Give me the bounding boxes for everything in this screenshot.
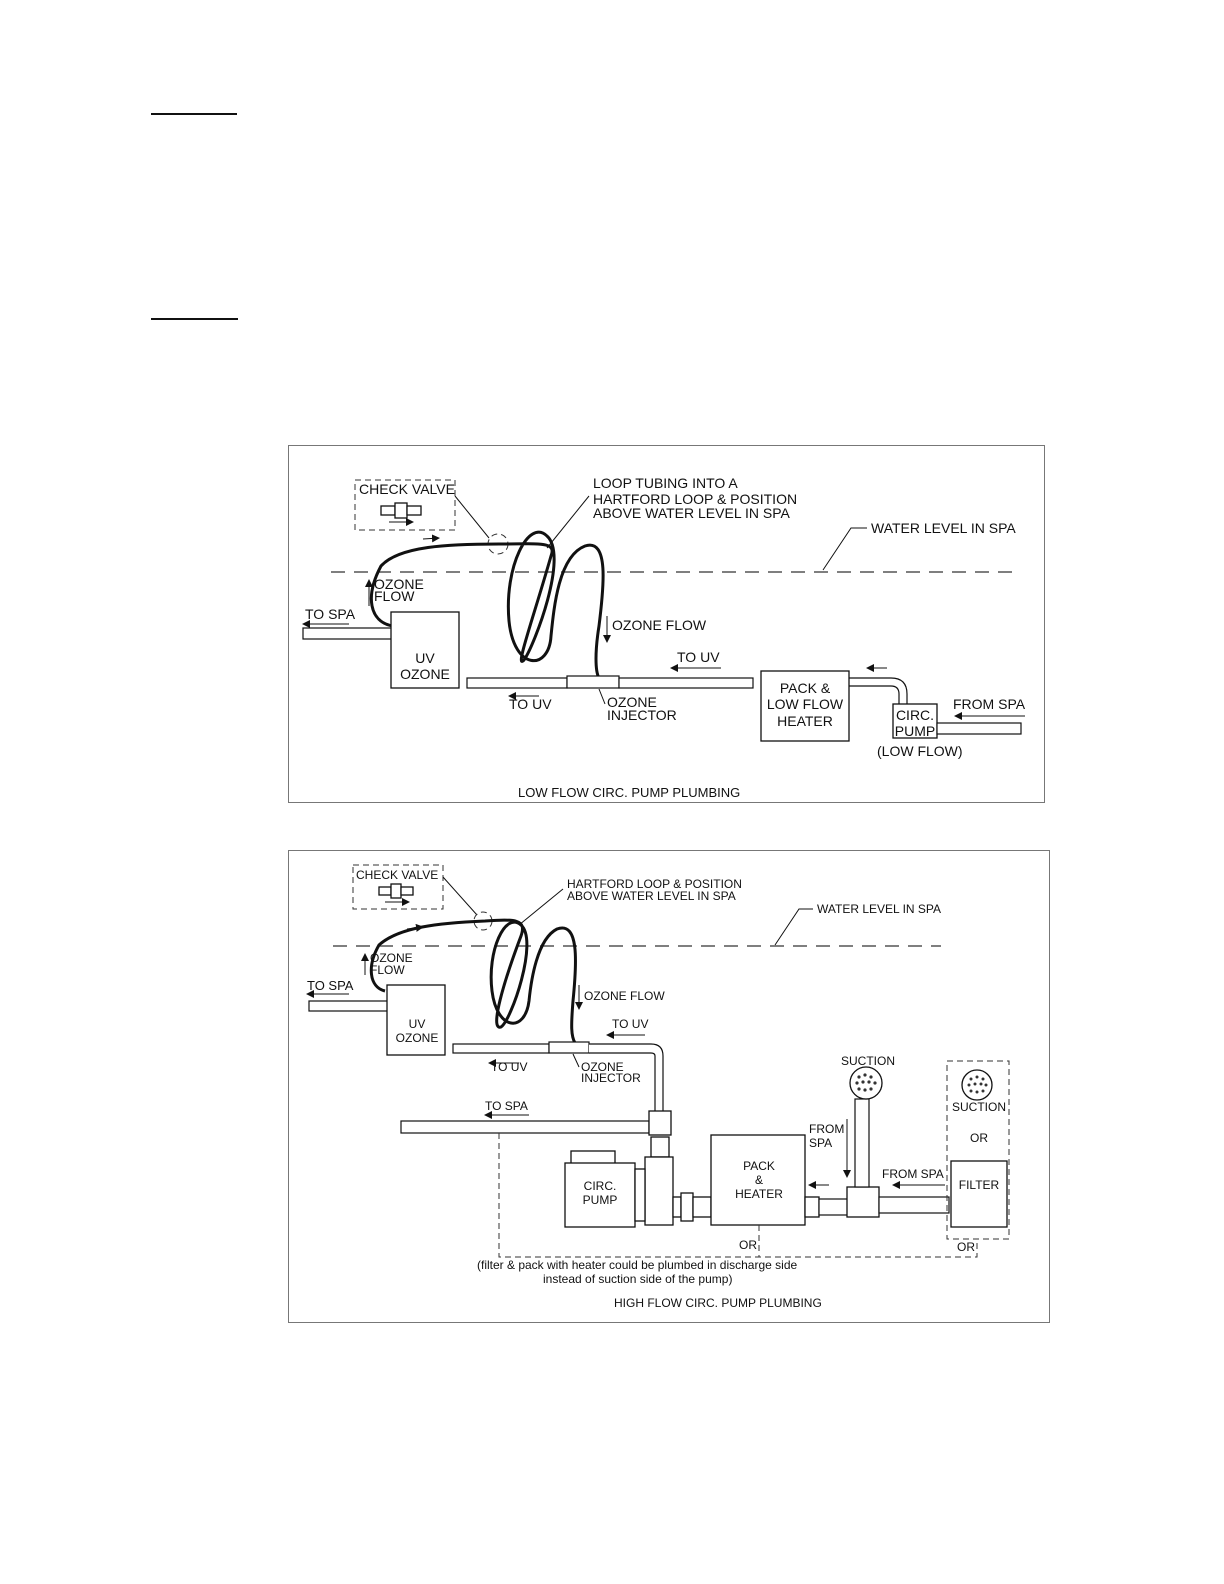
ozone-injector-label-1: OZONE bbox=[581, 1060, 624, 1074]
to-uv-right-label: TO UV bbox=[612, 1017, 649, 1031]
low-flow-diagram bbox=[289, 446, 1046, 804]
loop-note-line-1: LOOP TUBING INTO A bbox=[593, 475, 738, 491]
ozone-injector-label-1: OZONE bbox=[607, 694, 657, 710]
ozone-injector bbox=[549, 1042, 589, 1053]
high-flow-caption: HIGH FLOW CIRC. PUMP PLUMBING bbox=[614, 1296, 822, 1310]
pump-discharge bbox=[645, 1157, 673, 1225]
pack-heater-label-2: & bbox=[754, 1173, 764, 1187]
uv-ozone-label-2: OZONE bbox=[395, 1031, 439, 1045]
check-valve-icon bbox=[379, 884, 413, 902]
union-fitting bbox=[651, 1137, 669, 1157]
circ-pump-label-1: CIRC. bbox=[583, 1179, 617, 1193]
loop-note-line-2: HARTFORD LOOP & POSITION bbox=[593, 491, 798, 507]
check-valve-icon bbox=[381, 503, 421, 522]
suction-top-label: SUCTION bbox=[841, 1054, 895, 1068]
circ-pump-label-2: PUMP bbox=[582, 1193, 618, 1207]
ozone-injector-label-2: INJECTOR bbox=[581, 1071, 641, 1085]
filter-box bbox=[951, 1161, 1007, 1227]
filter-label: FILTER bbox=[958, 1178, 1000, 1192]
loop-note-line-1: HARTFORD LOOP & POSITION bbox=[567, 877, 742, 891]
low-flow-label: (LOW FLOW) bbox=[877, 743, 963, 759]
pipe-injector-pack bbox=[619, 678, 753, 688]
loop-note-line-3: ABOVE WATER LEVEL IN SPA bbox=[593, 505, 790, 521]
to-uv-left-label: TO UV bbox=[509, 696, 552, 712]
ozone-flow-left-line-2: FLOW bbox=[374, 588, 415, 604]
low-flow-caption: LOW FLOW CIRC. PUMP PLUMBING bbox=[518, 785, 741, 800]
pack-heater-label-3: HEATER bbox=[777, 713, 833, 729]
uv-ozone-label-2: OZONE bbox=[400, 666, 450, 682]
pipe-uv-injector bbox=[467, 678, 567, 688]
from-spa-pipe bbox=[937, 723, 1021, 734]
circ-pump-label-2: PUMP bbox=[894, 723, 936, 739]
from-spa-horizontal-label: FROM SPA bbox=[882, 1167, 944, 1181]
to-spa-top-label: TO SPA bbox=[307, 978, 354, 993]
note-line-1: (filter & pack with heater could be plumbed in discharge side bbox=[477, 1258, 798, 1272]
ozone-flow-right-label: OZONE FLOW bbox=[612, 617, 707, 633]
section-rule-2 bbox=[151, 318, 238, 320]
ozone-flow-left-line-1: OZONE bbox=[374, 576, 424, 592]
ozone-injector bbox=[567, 676, 619, 688]
section-rule-1 bbox=[151, 113, 237, 115]
pack-heater-label-1: PACK bbox=[743, 1159, 775, 1173]
note-line-2: instead of suction side of the pump) bbox=[543, 1272, 733, 1286]
to-spa-label: TO SPA bbox=[305, 606, 356, 622]
ozone-flow-right-label: OZONE FLOW bbox=[584, 989, 665, 1003]
tee-fitting bbox=[649, 1111, 671, 1135]
ozone-injector-label-2: INJECTOR bbox=[607, 707, 677, 723]
check-valve-label: CHECK VALVE bbox=[356, 868, 439, 882]
or-option-label: OR bbox=[970, 1131, 988, 1145]
check-valve-label: CHECK VALVE bbox=[359, 481, 455, 497]
pack-heater-label-1: PACK & bbox=[779, 680, 831, 696]
to-spa-mid-pipe bbox=[401, 1121, 649, 1133]
high-flow-diagram-panel bbox=[288, 850, 1050, 1323]
water-level-label: WATER LEVEL IN SPA bbox=[817, 902, 942, 916]
ozone-flow-left-line-2: FLOW bbox=[370, 963, 405, 977]
pack-heater-label-2: LOW FLOW bbox=[766, 696, 844, 712]
or-bottom-right-label: OR bbox=[957, 1240, 975, 1254]
from-spa-label: FROM SPA bbox=[953, 696, 1026, 712]
high-flow-diagram bbox=[289, 851, 1051, 1324]
uv-ozone-label-1: UV bbox=[415, 650, 435, 666]
pipe-from-filter bbox=[879, 1197, 949, 1213]
from-spa-vertical-line-2: SPA bbox=[809, 1136, 833, 1150]
ozone-flow-left-line-1: OZONE bbox=[370, 951, 413, 965]
to-spa-mid-label: TO SPA bbox=[485, 1099, 528, 1113]
or-bottom-mid-label: OR bbox=[739, 1238, 757, 1252]
to-uv-right-label: TO UV bbox=[677, 649, 720, 665]
suction-fitting-icon bbox=[850, 1067, 882, 1099]
from-spa-vertical-line-1: FROM bbox=[809, 1122, 845, 1136]
circ-pump-label-1: CIRC. bbox=[895, 707, 935, 723]
water-level-label: WATER LEVEL IN SPA bbox=[871, 520, 1016, 536]
pack-heater-label-3: HEATER bbox=[735, 1187, 783, 1201]
low-flow-diagram-panel bbox=[288, 445, 1045, 803]
pipe-uv-injector bbox=[453, 1044, 549, 1053]
loop-note-line-2: ABOVE WATER LEVEL IN SPA bbox=[567, 889, 736, 903]
to-uv-left-label: TO UV bbox=[491, 1060, 528, 1074]
uv-ozone-label-1: UV bbox=[408, 1017, 426, 1031]
suction-option-label: SUCTION bbox=[952, 1100, 1006, 1114]
suction-tee bbox=[847, 1187, 879, 1217]
suction-riser bbox=[855, 1099, 869, 1187]
